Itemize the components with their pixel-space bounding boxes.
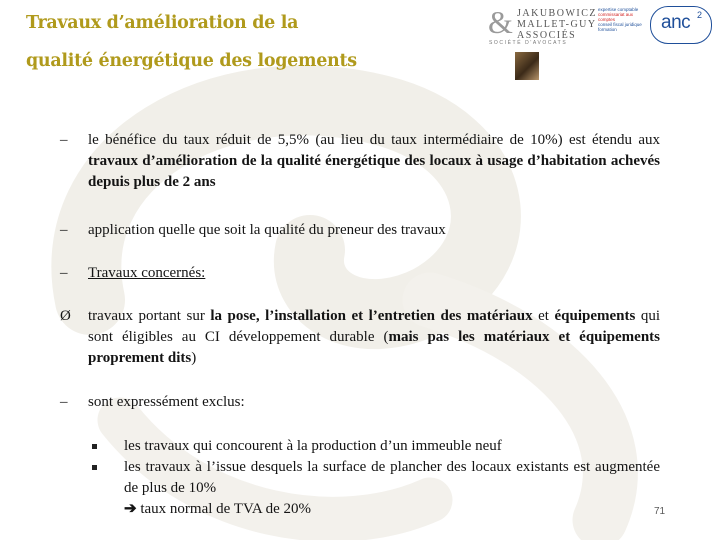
p4-bold-2: équipements xyxy=(554,308,636,324)
firm-name-line-1: JAKUBOWICZ xyxy=(517,8,597,19)
p4-text-4: ) xyxy=(191,350,197,366)
paragraph-travaux-concernes xyxy=(62,263,660,284)
s2-text: les travaux à l’issue desquels la surface de plancher des locaux existants est augmentée de plus de 10% xyxy=(124,459,660,496)
anc-tagline-2: commissariat aux comptes xyxy=(598,12,634,22)
firm-name-line-2: MALLET-GUY xyxy=(517,19,597,30)
svg-text:&: & xyxy=(488,6,513,38)
title-line-2: qualité énergétique des logements xyxy=(26,51,357,71)
p4-bold-3: mais pas les matériaux et équipements proprement dits xyxy=(88,329,661,366)
p3-text: Travaux concernés: xyxy=(88,265,206,281)
p5-text: sont expressément exclus: xyxy=(88,394,245,410)
slide-title xyxy=(26,4,466,80)
title-line-1: Travaux d’amélioration de la xyxy=(26,13,299,33)
paragraph-travaux-portant xyxy=(62,306,660,369)
square-bullet-icon xyxy=(92,465,97,470)
sub-item-surface xyxy=(92,457,660,520)
anc-logo xyxy=(650,6,712,44)
dash-bullet: – xyxy=(60,265,68,281)
ampersand-icon xyxy=(487,6,515,38)
dash-bullet: – xyxy=(60,394,68,410)
p2-text: application quelle que soit la qualité du preneur des travaux xyxy=(88,222,446,238)
sub-item-immeuble-neuf xyxy=(92,436,660,457)
conclusion-line xyxy=(124,499,660,520)
p4-text-2: et xyxy=(532,308,555,324)
s2-conclusion: taux normal de TVA de 20% xyxy=(140,501,311,517)
paragraph-exclus xyxy=(62,392,660,413)
dash-bullet: – xyxy=(60,132,68,148)
anc-logo-block xyxy=(598,4,716,48)
paragraph-application xyxy=(62,220,660,241)
firm-name xyxy=(517,8,597,41)
firm-name-line-3: ASSOCIÉS xyxy=(517,30,577,41)
anc-tagline-1: expertise comptable xyxy=(598,7,639,12)
anc-tagline-4: formation xyxy=(598,27,617,32)
right-arrow-icon: ➔ xyxy=(124,501,137,517)
firm-tagline: SOCIÉTÉ D'AVOCATS xyxy=(489,40,568,46)
anc-word: anc xyxy=(661,12,691,33)
p4-text-1: travaux portant sur xyxy=(88,308,211,324)
arrow-bullet: Ø xyxy=(60,308,71,324)
p1-bold: travaux d’amélioration de la qualité énergétique des locaux à usage d’habitation achevés depuis plus de 2 ans xyxy=(88,153,660,190)
paragraph-taux-reduit xyxy=(62,130,660,193)
s1-text: les travaux qui concourent à la production d’un immeuble neuf xyxy=(124,438,502,454)
p4-text-3: qui sont éligibles au CI développement durable ( xyxy=(88,308,661,345)
anc-superscript: 2 xyxy=(697,10,703,20)
portrait-photo xyxy=(515,52,539,80)
page-number: 71 xyxy=(654,506,666,517)
p1-text: le bénéfice du taux réduit de 5,5% (au lieu du taux intermédiaire de 10%) est étendu aux xyxy=(88,132,660,148)
anc-tagline-3: conseil fiscal juridique xyxy=(598,22,642,27)
square-bullet-icon xyxy=(92,444,97,449)
p4-bold-1: la pose, l’installation et l’entretien des matériaux xyxy=(210,308,533,324)
jakubowicz-logo xyxy=(487,6,597,48)
dash-bullet: – xyxy=(60,222,68,238)
anc-tagline xyxy=(598,7,648,32)
